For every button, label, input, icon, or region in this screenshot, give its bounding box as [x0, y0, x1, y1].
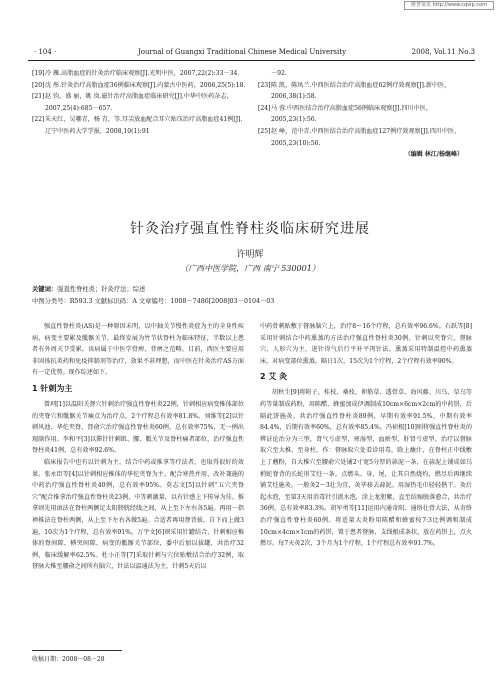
section-heading: 2 艾 灸: [260, 372, 288, 382]
author-affiliation: （广西中医学院，广西 南宁 530001）: [180, 264, 320, 273]
reference-item: [258, 68, 473, 80]
reference-text: 赵 钧，盛 丽，姚 岚.磁针治疗高脂血症临床研究[J].中华中医药杂志，2007,25(4):685－657.: [45, 93, 233, 112]
reference-number: [24]: [258, 104, 271, 112]
reference-item: [258, 126, 473, 149]
reference-text: －92.: [271, 70, 287, 77]
reference-text: 马 蓉.中西医结合治疗高脂血症56例临床观察[J].四川中医，2005,23(1):56.: [271, 104, 432, 124]
page-number: · 104 ·: [34, 48, 57, 56]
reference-number: [25]: [258, 127, 271, 135]
keywords-text: 强直性脊柱炎；针灸疗法；综述: [57, 286, 146, 293]
reference-item: [258, 80, 473, 103]
editor-note: （编辑 林江/杨继峰）: [404, 151, 463, 159]
body-column-right: [260, 321, 472, 550]
reference-item: [32, 114, 247, 137]
article-author: 许明辉: [236, 250, 264, 260]
reference-number: [21]: [32, 93, 45, 101]
article-title: 针灸治疗强直性脊柱炎临床研究进展: [130, 221, 370, 237]
reference-number: [19]: [32, 70, 45, 77]
section-heading: 1 针刺为主: [32, 383, 73, 393]
watermark: 维普资讯 http://www.cqvip.com: [404, 1, 494, 10]
reference-text: 朱天红，吴哪青，杨 青，等.耳尖放血配合耳穴贴压治疗高脂血症41例[J].辽宁中医药大学学报，2008,10(1):91: [45, 116, 243, 135]
reference-number: [23]: [258, 81, 271, 89]
issue-info: 2008, Vol.11 No.3: [411, 48, 475, 56]
references-right: [258, 68, 473, 161]
keywords-line: [32, 285, 472, 295]
received-date: 收稿日期：2008－08－28: [32, 656, 105, 663]
classification-line: 中图分类号：R593.3 文献标识码：A 文章编号：1008－7486[2008]03－0104－03: [32, 298, 275, 305]
reference-item: [32, 68, 247, 80]
body-paragraph: 临床报告中也有以针刺为主，结合中药或推拿等疗法者，也取得很好的效果。张永臣等[4]以针刺相应椎体的华佗夹脊为主，配合寒热并用，改补兼施的中药治疗强直性脊柱炎40例，总有效率95%。莫志文[5]以针刺“五穴夹脊穴”配合推拿治疗强直性脊柱炎23例，中等刺激量，以有针感上下传导为佳。推拿则先用滚法在脊柱两侧足太阳膀胱经线之间，从上至下左右各5遍。再用一指禅推法在脊柱两侧，从上至下左右各做5遍。合适者再用督背拔，自下而上做3遍，10次为1个疗程，总有效率91%。万宇文[6]则采用针罐结合，针刺相应椎体的脊间隙、横突间隙、病变的骶髂关节部位，委中后加以拔罐，共治疗32例，临床缓解率62.5%。杜小正等[7]采取针刺与穴位贴敷结合治疗32例，取督脉大椎至腰俞之间所有脑穴，针法以温通法为主，针刺5天后以: [32, 458, 244, 571]
header-rule: [28, 60, 475, 61]
footnote-rule: [32, 650, 122, 651]
reference-number: [20]: [32, 81, 45, 89]
reference-text: 沈 彤.针灸治疗高脂血症36例临床观察[J].内蒙古中医药，2006,25(5):18.: [45, 81, 246, 89]
body-column-left: [32, 321, 244, 573]
reference-number: [22]: [32, 116, 45, 124]
reference-item: [32, 80, 247, 92]
body-paragraph: 胡秋生[9]将附子、桂枝、桑枝、伸筋草、透骨草、海风藤、川乌、草乌等药等量制成药粉，用陈醋、蜂蜜加成伊调制成10cm×6cm×2cm的中药饼，后隔此饼施灸。共治疗强直性脊柱炎89例，早期有效率91.5%，中期有效率84.4%，后期有效率60%，总有效率85.4%。冯祯根[10]则将强直性脊柱炎的辨证论治分为三型，肾气亏虚型，寒湿型，血瘀型，肝肾亏虚型。治疗以督脉取穴至大椎、至身柱、作：督脉取穴处看诊用毒，除上蘸汁，在脊柱正中线敷上丁蘑粉，自大椎穴至腰俞穴处铺2寸宽5分厚的蒜泥一条，在蒜泥上铺成如乌梢蛇脊背的长蛇形艾炷一条。点燃头、身、尾，让其自然烧灼，燃尽后再继续铺艾炷施灸。一般灸2～3壮为宜，灸毕移去蒜泥。用湿热毛巾轻轻揩干。灸后起水泡，至第3天用消毒针引流水泡，涂上龙胆紫，直至结痂脱落愈合，共治疗36例，总有效率83.3%。胡军勇等[11]运用内通奇阳、通络壮骨大法，从奇络治疗强直性脊柱炎60例。将适量大炎粉用陈醋和蜂蜜按7:3比例调和制成10cm×4cm×1cm的药饼，置于患者督脉，支线根成条状，放在药饼上，点火燃尽。每7天灸2次，3个月为1个疗程，1个疗程总有效率91.7%。: [260, 389, 472, 548]
reference-item: [32, 91, 247, 114]
body-paragraph: 曾珂[1]以温阳关督穴针刺治疗强直性脊柱炎22例，针刺相应病变椎体部位的夹脊穴和骶髂关节痛点为治疗点，2个疗程总有效率81.8%。刘维等[2]以针刺风池、华佗夹脊、肾俞穴治疗强直性脊柱炎60例，总有效率75%，无一例出现副作用。李和平[3]以滞针针刺肌、腰、骶关节及脊柱痛者部位，治疗强直性脊柱炎41例，总有效率92.6%。: [32, 400, 244, 455]
body-paragraph: 强直性脊柱炎(AS)是一种原因未明，以中轴关节慢性炎症为主的全身性疾病，病变主要累及骶髂关节，最终发展为竹节状脊柱为临床特征，半数以上患者有外周关节受累。该病属于中医学骨痹、背痹之范畴。目前，西医主要应用非固体抗炎药和免疫抑制剂等治疗，效果不甚理想，而中医在针灸治疗AS方面有一定优势。现作综述如下。: [32, 323, 244, 377]
reference-item: [258, 103, 473, 126]
references-left: [32, 68, 247, 138]
body-paragraph: 中药骨刺贴敷于督脉脑穴上，治疗8～16个疗程，总有效率96.6%。石跃等[8]采用针刺结合中药熏蒸的方法治疗强直性脊柱炎30例。针刺以夹脊穴、督脉穴、人形穴为主，进针得气后行平补平泻针法。熏蒸采用特制温控中药熏蒸床，对病变部位熏蒸，隔日1次，15次为1个疗程，2个疗程有效率90%。: [260, 323, 472, 365]
journal-name: Journal of Guangxi Traditional Chinese Medical University: [138, 48, 347, 56]
running-header: [28, 46, 475, 58]
reference-text: 赵 峥，范中青.中西医结合治疗高脂血症127例疗效观察[J].四川中医，2005,23(10):56.: [271, 127, 461, 147]
keywords-label: 关键词：: [32, 286, 58, 293]
reference-text: 冷 雁.高脂血症的针灸治疗临床观察[J].光明中医，2007,22(2):33－34.: [45, 70, 240, 77]
reference-text: 陈 凯，陈凤兰.中西医结合治疗高脂血症62例疗效观察[J].新中医，2006,38(1):58.: [271, 81, 451, 101]
